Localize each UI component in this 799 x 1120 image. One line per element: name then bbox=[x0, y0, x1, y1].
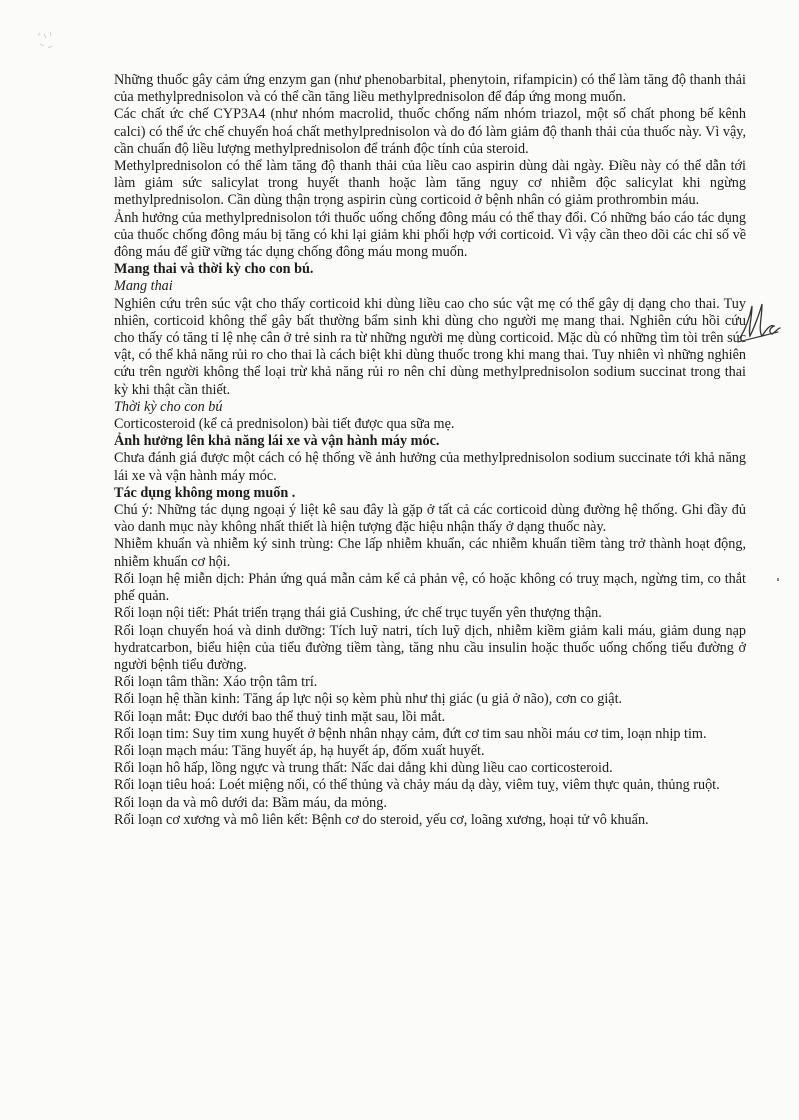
body-paragraph: Rối loạn hô hấp, lồng ngực và trung thất: Nấc dai dẳng khi dùng liều cao corticosteroid. bbox=[114, 760, 613, 777]
body-paragraph: Chú ý: Những tác dụng ngoại ý liệt kê sau đây là gặp ở tất cả các corticoid dùng đường hệ thống. Ghi đầy đủ vào danh mục này không nhất thiết là hiện tượng đặc hiệu nhận thấy ở dạng thuốc này. bbox=[114, 502, 746, 536]
scan-speck bbox=[777, 578, 779, 581]
body-paragraph: Chưa đánh giá được một cách có hệ thống về ảnh hưởng của methylprednisolon sodium succinate tới khả năng lái xe và vận hành máy móc. bbox=[114, 450, 746, 484]
body-paragraph: Rối loạn tim: Suy tim xung huyết ở bệnh nhân nhạy cảm, đứt cơ tim sau nhồi máu cơ tim, loạn nhịp tim. bbox=[114, 725, 707, 742]
body-paragraph: Corticosteroid (kể cả prednisolon) bài tiết được qua sữa mẹ. bbox=[114, 416, 455, 433]
subsection-heading: Mang thai bbox=[114, 278, 173, 295]
handwritten-signature-icon bbox=[734, 298, 784, 346]
body-paragraph: Rối loạn tâm thần: Xáo trộn tâm trí. bbox=[114, 674, 318, 691]
body-paragraph: Rối loạn hệ miễn dịch: Phản ứng quá mẫn cảm kể cả phản vệ, có hoặc không có truỵ mạch, ngừng tim, co thắt phế quản. bbox=[114, 570, 746, 605]
body-paragraph: Rối loạn nội tiết: Phát triển trạng thái giả Cushing, ức chế trục tuyến yên thượng thận. bbox=[114, 605, 602, 622]
body-paragraph: Ảnh hưởng của methylprednisolon tới thuốc uống chống đông máu có thể thay đổi. Có những báo cáo tác dụng của thuốc chống đông máu bị tăng có khi lại giảm khi phối hợp với corticoid. Vì vậy cần theo dõi các chỉ số về đông máu để giữ vững tác dụng chống đông máu mong muốn. bbox=[114, 209, 746, 261]
body-paragraph: Rối loạn mắt: Đục dưới bao thể thuỷ tinh mặt sau, lồi mắt. bbox=[114, 708, 446, 725]
scan-corner-mark-icon bbox=[36, 30, 66, 54]
section-heading: Ảnh hưởng lên khả năng lái xe và vận hành máy móc. bbox=[114, 433, 440, 450]
body-paragraph: Rối loạn da và mô dưới da: Bầm máu, da mỏng. bbox=[114, 794, 387, 811]
body-paragraph: Những thuốc gây cảm ứng enzym gan (như phenobarbital, phenytoin, rifampicin) có thể làm tăng độ thanh thải của methylprednisolon và có thể cần tăng liều methylprednisolon để đáp ứng mong muốn. bbox=[114, 72, 746, 106]
body-paragraph: Rối loạn chuyển hoá và dinh dưỡng: Tích luỹ natri, tích luỹ dịch, nhiễm kiềm giảm kali máu, giảm dung nạp hydratcarbon, biểu hiện của tiểu đường tiềm tàng, tăng nhu cầu insulin hoặc thuốc uống chống tiểu đường ở người bệnh tiểu đường. bbox=[114, 622, 746, 673]
section-heading: Tác dụng không mong muốn . bbox=[114, 484, 296, 501]
body-paragraph: Rối loạn hệ thần kinh: Tăng áp lực nội sọ kèm phù như thị giác (u giả ở não), cơn co giật. bbox=[114, 691, 623, 708]
subsection-heading: Thời kỳ cho con bú bbox=[114, 398, 223, 415]
body-paragraph: Nhiễm khuẩn và nhiễm ký sinh trùng: Che lấp nhiễm khuẩn, các nhiễm khuẩn tiềm tàng trở thành hoạt động, nhiễm khuẩn cơ hội. bbox=[114, 536, 746, 570]
body-paragraph: Rối loạn cơ xương và mô liên kết: Bệnh cơ do steroid, yếu cơ, loãng xương, hoại tử vô khuẩn. bbox=[114, 811, 649, 828]
section-heading: Mang thai và thời kỳ cho con bú. bbox=[114, 261, 314, 278]
body-paragraph: Các chất ức chế CYP3A4 (như nhóm macrolid, thuốc chống nấm nhóm triazol, một số chất phong bế kênh calci) có thể ức chế chuyển hoá chất methylprednisolon và do đó làm giảm độ thanh thải của thuốc này. Vì vậy, cần chuẩn độ liều lượng methylprednisolon để tránh độc tính của steroid. bbox=[114, 106, 746, 157]
body-paragraph: Methylprednisolon có thể làm tăng độ thanh thải của liều cao aspirin dùng dài ngày. Điều này có thể dẫn tới làm giảm sức salicylat trong huyết thanh hoặc làm tăng nguy cơ nhiễm độc salicylat khi ngừng methylprednisolon. Cần dùng thận trọng aspirin cùng corticoid ở bệnh nhân có giảm prothrombin máu. bbox=[114, 158, 746, 209]
document-body bbox=[114, 72, 746, 829]
body-paragraph: Rối loạn tiêu hoá: Loét miệng nối, có thể thủng và chảy máu dạ dày, viêm tuỵ, viêm thực quản, thủng ruột. bbox=[114, 777, 720, 794]
body-paragraph: Nghiên cứu trên súc vật cho thấy corticoid khi dùng liều cao cho súc vật mẹ có thể gây dị dạng cho thai. Tuy nhiên, corticoid không thể gây bất thường bẩm sinh khi dùng cho người mẹ mang thai. Nghiên cứu hồi cứu cho thấy có tăng tỉ lệ nhẹ cân ở trẻ sinh ra từ những người mẹ dùng corticoid. Mặc dù có những tìm tòi trên súc vật, có thể khả năng rủi ro cho thai là cách biệt khi dùng thuốc trong khi mang thai. Tuy nhiên vì những nghiên cứu trên người không thể loại trừ khả năng rủi ro nên chỉ dùng methylprednisolon sodium succinat trong thai kỳ khi thật cần thiết. bbox=[114, 295, 746, 398]
body-paragraph: Rối loạn mạch máu: Tăng huyết áp, hạ huyết áp, đốm xuất huyết. bbox=[114, 742, 485, 759]
